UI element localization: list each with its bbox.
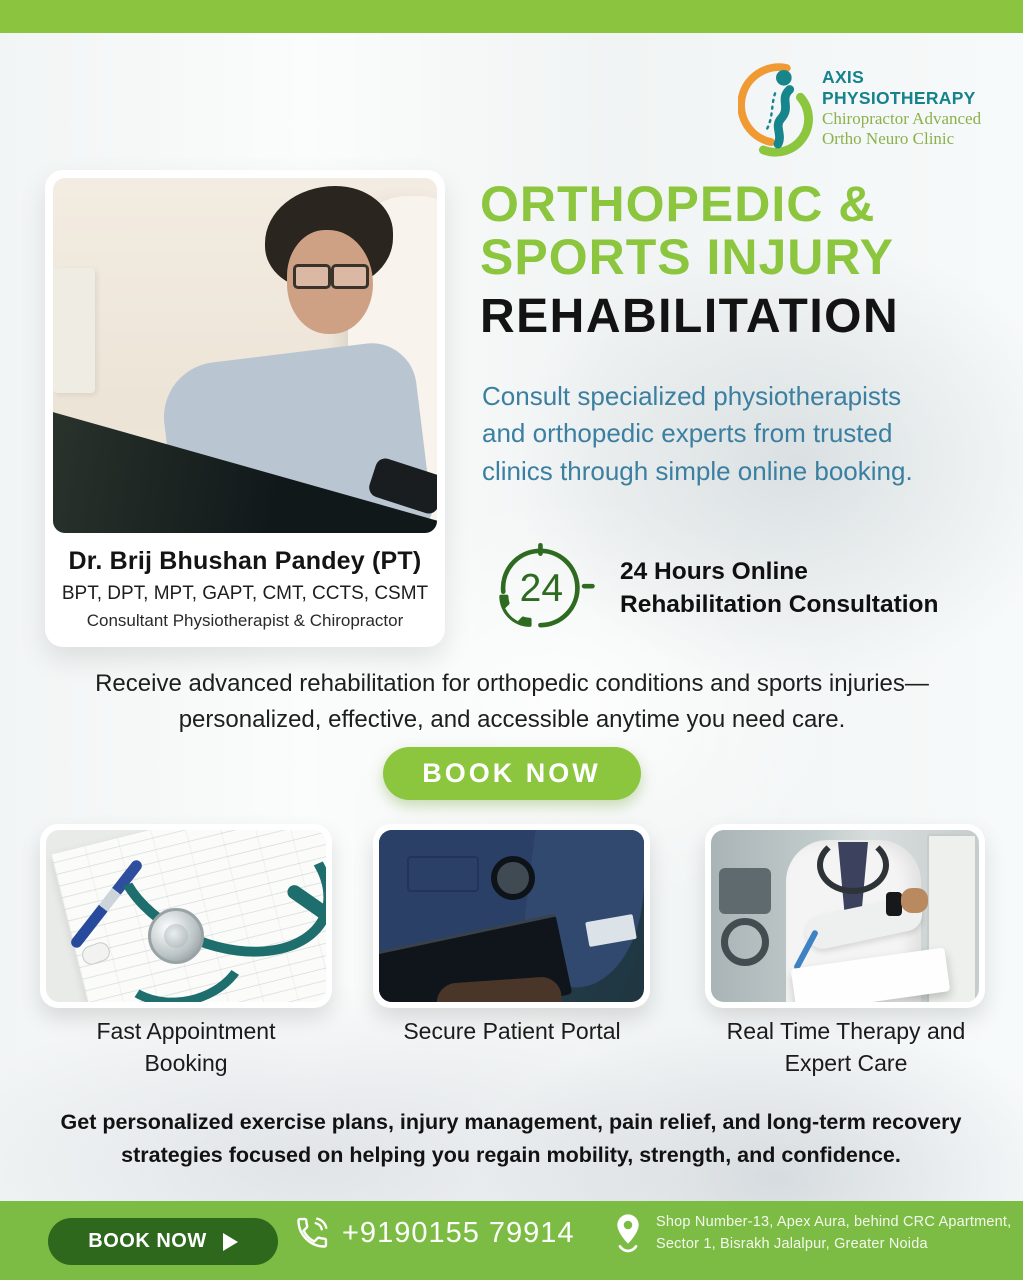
stethoscope-head-shape	[491, 856, 535, 900]
address-block	[612, 1211, 1011, 1256]
pocket-shape	[407, 856, 479, 892]
doctor-role: Consultant Physiotherapist & Chiropractor	[86, 611, 404, 630]
brand-tagline-1: Chiropractor Advanced	[822, 108, 982, 128]
hours-badge	[494, 538, 994, 638]
feature-card-appointment	[40, 824, 332, 1008]
location-pin-icon	[612, 1211, 644, 1255]
feature-caption-therapy: Real Time Therapy and Expert Care	[726, 1018, 966, 1076]
hero-description: Consult specialized physiotherapists and orthopedic experts from trusted clinics through simple online booking.	[482, 381, 913, 486]
feature-card-portal	[373, 824, 650, 1008]
hero-title-line3: REHABILITATION	[480, 290, 900, 343]
hero-title-line2: SPORTS INJURY	[480, 229, 895, 285]
footer-book-now-label: BOOK NOW	[88, 1230, 207, 1252]
phone-contact[interactable]	[294, 1215, 575, 1251]
wheelchair-wheel-shape	[721, 918, 769, 966]
stethoscope-chestpiece-shape	[148, 908, 204, 964]
doctor-photo	[53, 178, 437, 533]
phone-number: +9190155 79914	[342, 1216, 575, 1249]
address-line1: Shop Number-13, Apex Aura, behind CRC Apartment,	[656, 1214, 1012, 1230]
feature-caption-appointment: Fast Appointment Booking	[96, 1018, 276, 1076]
hours-badge-label	[620, 555, 939, 621]
stethoscope-photo	[46, 830, 326, 1002]
hours-badge-line2: Rehabilitation Consultation	[620, 591, 939, 618]
brand-tagline-2: Ortho Neuro Clinic	[822, 129, 955, 148]
wristwatch-shape	[886, 892, 902, 916]
doctor-card	[45, 170, 445, 647]
address-line2: Sector 1, Bisrakh Jalalpur, Greater Noida	[656, 1236, 928, 1253]
spine-figure-logo-icon	[738, 55, 816, 161]
hero-title	[480, 178, 899, 343]
feature-card-therapy	[705, 824, 985, 1008]
doctor-name: Dr. Brij Bhushan Pandey (PT)	[68, 547, 422, 575]
book-now-button[interactable]: BOOK NOW	[383, 747, 641, 800]
svg-text:24: 24	[519, 567, 564, 610]
doctor-info	[53, 533, 437, 647]
brand-logo	[738, 52, 1008, 164]
feature-caption-portal: Secure Patient Portal	[403, 1018, 621, 1044]
address-text	[656, 1211, 1011, 1256]
footer-bar	[0, 1201, 1023, 1280]
benefits-paragraph: Get personalized exercise plans, injury management, pain relief, and long-term recovery strategies focused on helping you regain mobility, strength, and confidence.	[60, 1110, 962, 1168]
glasses-shape	[293, 264, 369, 284]
stethoscope-loop-shape	[817, 836, 889, 894]
top-green-strip	[0, 0, 1023, 33]
intro-paragraph: Receive advanced rehabilitation for orthopedic conditions and sports injuries—personalized, effective, and accessible anytime you need care.	[95, 670, 929, 733]
brand-name: AXIS PHYSIOTHERAPY	[822, 66, 976, 108]
footer-book-now-button[interactable]	[48, 1218, 278, 1265]
wheelchair-seat-shape	[719, 868, 771, 914]
hand-shape	[901, 888, 928, 913]
brand-text	[822, 67, 1008, 149]
calendar-shape	[53, 268, 95, 393]
phone-ringing-icon	[294, 1215, 330, 1251]
play-arrow-icon	[223, 1233, 238, 1251]
hero-title-line1: ORTHOPEDIC &	[480, 176, 876, 232]
nurse-photo	[379, 830, 644, 1002]
hours-badge-line1: 24 Hours Online	[620, 557, 808, 585]
doctor-watch-photo	[711, 830, 979, 1002]
24-hours-phone-icon	[494, 538, 598, 638]
doctor-qualifications: BPT, DPT, MPT, GAPT, CMT, CCTS, CSMT	[61, 583, 429, 604]
